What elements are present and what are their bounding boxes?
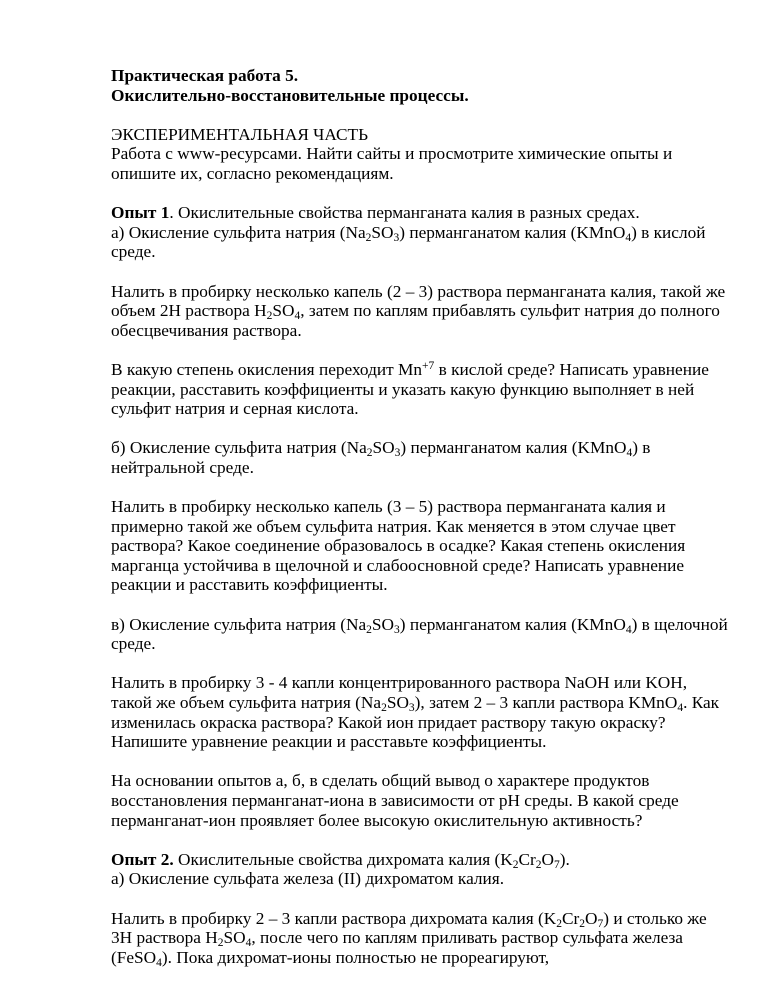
experiment-2-title: Окислительные свойства дихромата калия $(K_2Cr_2O_7)$. [173,849,570,871]
experiment-1-label: Опыт 1 [111,203,170,223]
experiment-1-conclusion: На основании опытов а, б, в сделать общий вывод о характере продуктов восстановления перманганат-иона в зависимости от pH среды. В какой среде перманганат-ион проявляет более высокую окислительную активность? [111,771,679,830]
experiment-2a-title: а) Окисление сульфата железа (II) дихроматом калия. [111,869,505,889]
document-page [111,66,731,967]
experiment-1a-procedure: Налить в пробирку несколько капель (2 – 3) раствора перманганата калия, такой же объем 2Н раствора $H_2SO_4$, затем по каплям прибавлять сульфит натрия до полного обесцвечивания раствора. [111,281,726,340]
section-heading: ЭКСПЕРИМЕНТАЛЬНАЯ ЧАСТЬ [111,124,369,144]
intro-paragraph: Работа с www-ресурсами. Найти сайты и просмотрите химические опыты и опишите их, согласно рекомендациям. [111,144,673,183]
document-title-line1: Практическая работа 5. [111,66,299,85]
experiment-1c-title: в) Окисление сульфита натрия $(Na_2SO_3)$ перманганатом калия (KMnO$_4$) в щелочной среде. [111,614,728,654]
experiment-1a-questions: В какую степень окисления переходит $Mn^{+7}$ в кислой среде? Написать уравнение реакции, расставить коэффициенты и указать какую функцию выполняет в ней сульфит натрия и серная кислота. [111,359,709,419]
experiment-2-label: Опыт 2. [111,849,174,869]
experiment-1b-title: б) Окисление сульфита натрия $(Na_2SO_3)$ перманганатом калия (KMnO$_4$) в нейтральной среде. [111,438,651,477]
experiment-1-title: . Окислительные свойства перманганата калия в разных средах. [169,203,640,223]
experiment-1c-procedure: Налить в пробирку 3 - 4 капли концентрированного раствора NaOH или KOH, такой же объем сульфита натрия $(Na_2SO_3)$, затем 2 – 3 капли раствора KMnO$_4$. Как изменилась окраска раствора? Какой ион придает раствору такую окраску? Напишите уравнение реакции и расставьте коэффициенты. [111,673,720,752]
experiment-1-heading [111,203,731,223]
experiment-2a-procedure: Налить в пробирку 2 – 3 капли раствора дихромата калия $(K_2Cr_2O_7)$ и столько же 3Н раствора $H_2SO_4$, после чего по каплям приливать раствор сульфата железа (FeSO$_4$). Пока дихромат-ионы полностью не прореагируют, [111,908,707,969]
experiment-1a-title: а) Окисление сульфита натрия $(Na_2SO_3)$ перманганатом калия (KMnO$_4$) в кислой среде. [111,222,706,262]
experiment-1b-procedure: Налить в пробирку несколько капель (3 – 5) раствора перманганата калия и примерно такой же объем сульфита натрия. Как меняется в этом случае цвет раствора? Какое соединение образовалось в осадке? Какая степень окисления марганца устойчива в щелочной и слабоосновной среде? Написать уравнение реакции и расставить коэффициенты. [111,497,686,595]
experiment-2-heading [111,850,731,870]
document-title-line2: Окислительно-восстановительные процессы. [111,85,469,105]
